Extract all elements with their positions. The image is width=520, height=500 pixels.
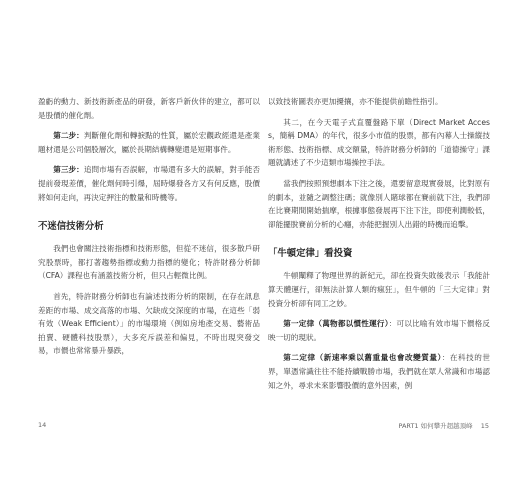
paragraph xyxy=(38,95,260,122)
paragraph-text: 我們也會關注技術指標和技術形態，但從不迷信，很多散戶研究股票時，都打著趨勢指標或動力指標的變化；特許財務分析師（CFA）課程也有涵蓋技術分析，但只占輕微比例。 xyxy=(38,244,260,281)
chapter-title: 如何攀升超越頂峰 xyxy=(420,422,473,430)
law-label: 第一定律（萬物都以慣性運行） xyxy=(283,319,389,329)
paragraph-text: 當我們按照預想劇本下注之後，還要留意現實發展，比對原有的劇本，並隨之調整注碼；就像別人賭球都在賽前就下注，我們卻在比賽期間開始揣摩，根據事態發展再下注下注，即使利潤較低，卻能擺脫賽前分析的心癮，亦能把握別人出錯的時機而追擊。 xyxy=(268,178,490,229)
paragraph-text: 牛頓闡釋了物理世界的新紀元，卻在投資失敗後表示「我能計算天體運行，卻無法計算人類的瘋狂」，但牛頓的「三大定律」對投資分析卻有同工之妙。 xyxy=(268,271,490,308)
paragraph xyxy=(268,269,490,310)
paragraph xyxy=(38,163,260,204)
paragraph xyxy=(268,177,490,231)
law-label: 第二定律（新速率乘以舊重量也會改變質量） xyxy=(283,353,442,363)
paragraph-text: 追問市場有否誤解，市場還有多大的誤解，對手能否提前發現差價，催化劑何時引爆，屆時爆發各方又有何反應，股價將如何走向，再決定押注的數量和時機等。 xyxy=(38,165,261,202)
paragraph xyxy=(268,317,490,344)
page-number: 14 xyxy=(38,421,47,429)
paragraph xyxy=(38,290,260,358)
section-heading: 「牛頓定律」看投資 xyxy=(268,248,353,260)
paragraph-text: ：在科技的世界，單憑常識往往不能持續戰勝市場，我們就在眾人常識和市場認知之外，尋求未來影響股價的意外因素，例 xyxy=(268,353,491,390)
paragraph xyxy=(268,351,490,392)
paragraph xyxy=(38,129,260,156)
paragraph-text: 盈虧的動力、新技術新產品的研發，新客戶新伙伴的建立，都可以是股價的催化劑。 xyxy=(38,97,260,120)
paragraph xyxy=(268,95,490,109)
paragraph-text: ：可以比喻有效市場下價格反映一切的現狀。 xyxy=(268,319,490,342)
step-label: 第三步： xyxy=(53,165,84,175)
right-page xyxy=(268,95,490,399)
left-page xyxy=(38,95,260,365)
paragraph xyxy=(38,242,260,283)
section-heading: 不迷信技術分析 xyxy=(38,221,104,233)
paragraph xyxy=(268,116,490,170)
paragraph-text: 以致技術圖表亦更加擾攘，亦不能提供前瞻性指引。 xyxy=(268,97,443,106)
paragraph-text: 判斷催化劑和轉捩點的性質，屬於宏觀政經還是產業題材還是公司個股層次，屬於長期結構轉變還是短期事件。 xyxy=(38,131,261,154)
step-label: 第二步： xyxy=(53,131,84,141)
page-number: 15 xyxy=(480,422,489,430)
part-label: PART1 xyxy=(398,422,419,430)
paragraph-text: 其二，在今天電子式直覆盤路下單（Direct Market Access，簡稱 DMA）的年代，很多小市值的股票，都有內幕人士操縱技術形態、技術指標、成交額量，特許財務分析師的「道德操守」課題就講述了不少這類市場操控手法。 xyxy=(268,117,490,168)
paragraph-text: 首先，特許財務分析師也有論述技術分析的限制，在存在訊息差距的市場、成交高落的市場、欠缺成交深度的市場，在這些「弱有效（Weak Efficient）」的市場環境（例如房地產交易、藝術品拍賣、硬體科技股票），大多充斥誤差和偏見，不時出現突發交易，市價也常常暴升暴跌， xyxy=(38,291,260,356)
running-footer xyxy=(398,421,489,430)
